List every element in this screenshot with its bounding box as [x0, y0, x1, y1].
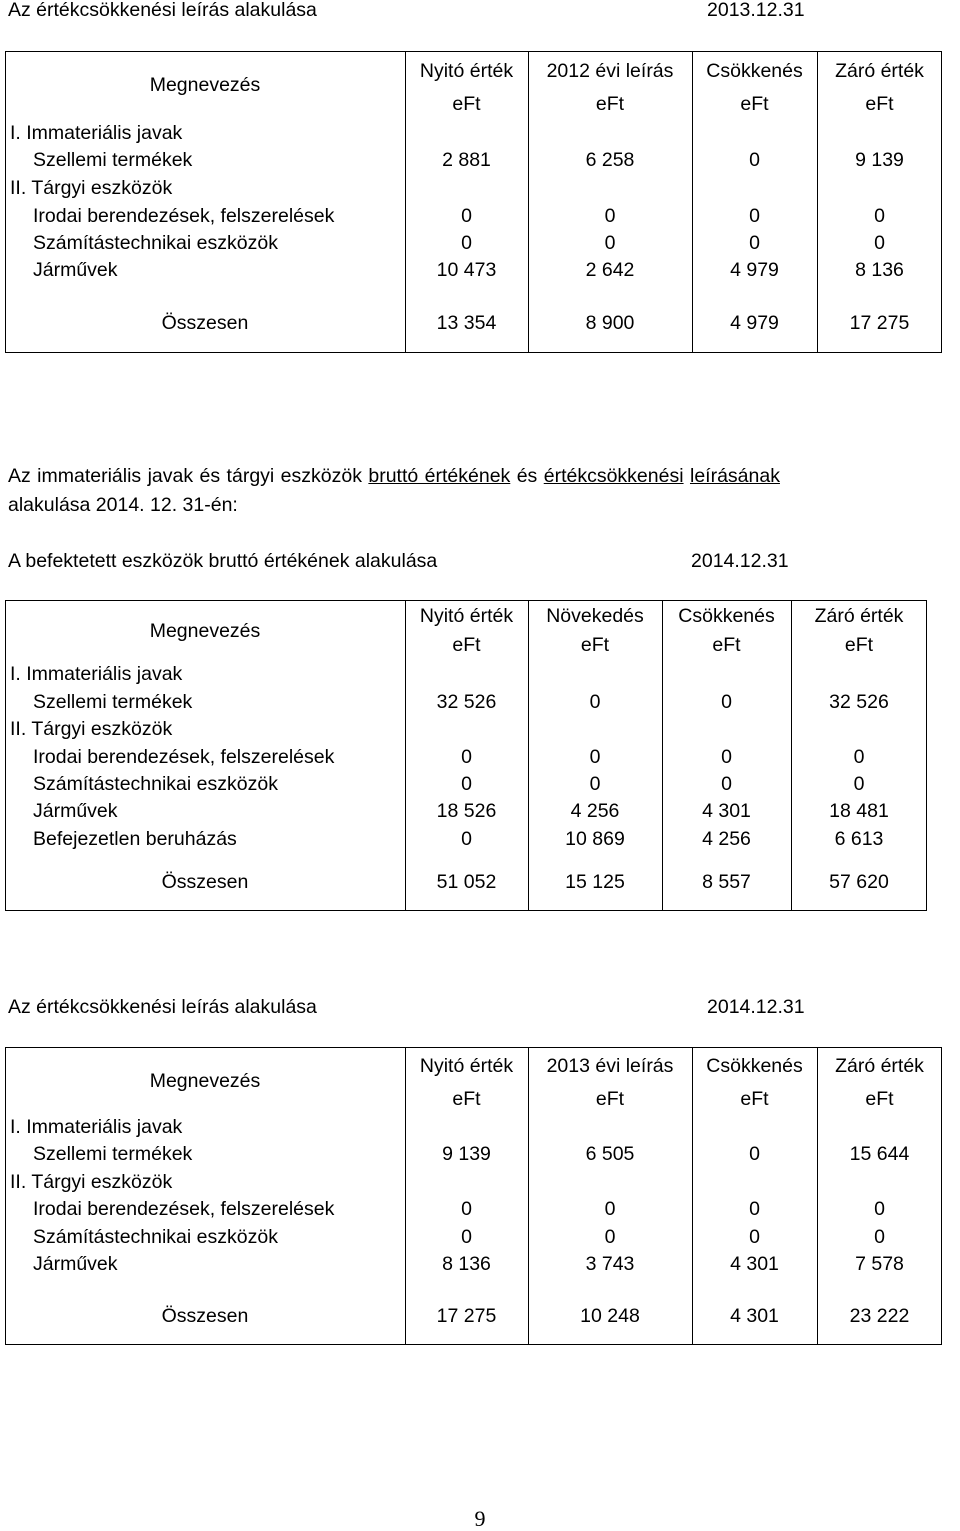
section2-cell: 18 526: [436, 800, 497, 822]
section3-header-col2: 2013 évi leírás: [546, 1055, 674, 1077]
section1-row-label: Járművek: [33, 259, 118, 281]
section3-total-cell: 17 275: [436, 1305, 497, 1327]
section2-cell: 32 526: [829, 691, 889, 713]
section3-group-intangible: I. Immateriális javak: [10, 1116, 183, 1138]
section1-cell: 10 473: [436, 259, 497, 281]
section2-header-col2: Növekedés: [546, 605, 644, 627]
paragraph-line-1: [8, 467, 780, 487]
section2-title: A befektetett eszközök bruttó értékének alakulása: [8, 550, 438, 572]
section2-header-name: Megnevezés: [149, 620, 261, 642]
section1-date: 2013.12.31: [707, 0, 805, 21]
section2-cell: 18 481: [829, 800, 889, 822]
section2-cell: 0: [461, 746, 472, 768]
section2-cell: 4 256: [702, 828, 751, 850]
section1-header-col4: Záró érték: [835, 60, 924, 82]
section3-cell: 3 743: [585, 1253, 635, 1275]
paragraph-underlined-text: leírásának: [689, 465, 780, 487]
section2-cell: 6 613: [834, 828, 884, 850]
section2-header-col1: Nyitó érték: [419, 605, 514, 627]
section1-group-tangible: II. Tárgyi eszközök: [10, 177, 173, 199]
section3-row-label: Szellemi termékek: [33, 1143, 193, 1165]
section1-cell: 4 979: [730, 259, 779, 281]
section3-cell: 8 136: [442, 1253, 491, 1275]
section3-cell: 0: [604, 1198, 616, 1220]
section1-row-label: Irodai berendezések, felszerelések: [33, 205, 335, 227]
section1-group-intangible: I. Immateriális javak: [10, 122, 183, 144]
page-number: 9: [474, 1506, 486, 1531]
paragraph-text: és: [510, 465, 544, 487]
section1-total-cell: 17 275: [849, 312, 910, 334]
section1-cell: 0: [604, 205, 616, 227]
section2-row-label: Irodai berendezések, felszerelések: [33, 746, 335, 768]
section2-total-cell: 8 557: [702, 871, 751, 893]
paragraph-line-2: alakulása 2014. 12. 31-én:: [8, 494, 238, 516]
section1-unit-col2: eFt: [595, 93, 625, 115]
section1-row-label: Szellemi termékek: [33, 149, 193, 171]
section1-cell: 0: [874, 205, 885, 227]
section2-row-label: Szellemi termékek: [33, 691, 193, 713]
section3-cell: 6 505: [585, 1143, 635, 1165]
section2-header-col4: Záró érték: [814, 605, 904, 627]
section1-header-name: Megnevezés: [149, 74, 261, 96]
section2-group-tangible: II. Tárgyi eszközök: [10, 718, 173, 740]
section2-cell: 0: [589, 746, 601, 768]
section3-cell: 7 578: [855, 1253, 904, 1275]
section1-total-cell: 4 979: [730, 312, 779, 334]
section1-cell: 0: [604, 232, 616, 254]
section1-cell: 0: [461, 232, 472, 254]
section3-cell: 0: [874, 1198, 885, 1220]
section3-cell: 0: [874, 1226, 885, 1248]
section3-row-label: Járművek: [33, 1253, 118, 1275]
section3-title: Az értékcsökkenési leírás alakulása: [8, 996, 317, 1018]
section2-unit-col3: eFt: [712, 634, 741, 656]
section1-header-col2: 2012 évi leírás: [546, 60, 674, 82]
section2-row-label: Befejezetlen beruházás: [33, 828, 237, 850]
section2-cell: 4 256: [570, 800, 620, 822]
section3-header-col4: Záró érték: [835, 1055, 924, 1077]
section2-cell: 0: [721, 691, 732, 713]
section2-cell: 0: [589, 691, 601, 713]
section3-total-cell: 23 222: [849, 1305, 910, 1327]
section2-group-intangible: I. Immateriális javak: [10, 663, 183, 685]
section2-cell: 10 869: [565, 828, 625, 850]
section3-cell: 0: [749, 1198, 760, 1220]
section2-cell: 0: [721, 773, 732, 795]
section3-cell: 9 139: [442, 1143, 491, 1165]
section3-total-cell: 10 248: [580, 1305, 640, 1327]
section3-total-cell: 4 301: [730, 1305, 779, 1327]
section3-cell: 0: [461, 1226, 472, 1248]
section2-cell: 0: [461, 773, 472, 795]
section1-unit-col3: eFt: [740, 93, 769, 115]
section3-date: 2014.12.31: [707, 996, 805, 1018]
section1-cell: 8 136: [855, 259, 904, 281]
section1-cell: 0: [749, 232, 760, 254]
section2-unit-col4: eFt: [844, 634, 874, 656]
section1-cell: 0: [749, 149, 760, 171]
section2-unit-col2: eFt: [580, 634, 610, 656]
section2-total-cell: 15 125: [565, 871, 625, 893]
section3-header-col3: Csökkenés: [706, 1055, 803, 1077]
section3-cell: 15 644: [849, 1143, 910, 1165]
section3-row-label: Irodai berendezések, felszerelések: [33, 1198, 335, 1220]
section2-header-col3: Csökkenés: [678, 605, 775, 627]
section1-unit-col4: eFt: [865, 93, 894, 115]
section2-cell: 32 526: [436, 691, 497, 713]
section3-cell: 0: [749, 1143, 760, 1165]
section1-cell: 9 139: [855, 149, 904, 171]
paragraph-underlined-text: értékcsökkenési: [543, 465, 684, 487]
section2-cell: 0: [461, 828, 472, 850]
section1-cell: 0: [461, 205, 472, 227]
paragraph-text: Az immateriális javak és tárgyi eszközök: [8, 465, 369, 487]
section1-title: Az értékcsökkenési leírás alakulása: [8, 0, 317, 21]
section3-total-label: Összesen: [161, 1305, 249, 1327]
section3-row-label: Számítástechnikai eszközök: [33, 1226, 278, 1248]
section3-group-tangible: II. Tárgyi eszközök: [10, 1171, 173, 1193]
section1-cell: 0: [874, 232, 885, 254]
section3-unit-col2: eFt: [595, 1088, 625, 1110]
section2-cell: 4 301: [702, 800, 751, 822]
section2-unit-col1: eFt: [452, 634, 481, 656]
section2-cell: 0: [853, 773, 865, 795]
section2-total-cell: 51 052: [436, 871, 497, 893]
section2-row-label: Járművek: [33, 800, 118, 822]
section1-cell: 2 642: [585, 259, 635, 281]
section3-unit-col4: eFt: [865, 1088, 894, 1110]
section3-unit-col3: eFt: [740, 1088, 769, 1110]
section1-total-cell: 8 900: [585, 312, 635, 334]
paragraph-underlined-text: bruttó értékének: [368, 465, 511, 487]
section2-row-label: Számítástechnikai eszközök: [33, 773, 278, 795]
section3-cell: 0: [604, 1226, 616, 1248]
section3-header-col1: Nyitó érték: [419, 1055, 514, 1077]
section1-unit-col1: eFt: [452, 93, 481, 115]
section3-cell: 0: [749, 1226, 760, 1248]
section1-total-label: Összesen: [161, 312, 249, 334]
section2-total-label: Összesen: [161, 871, 249, 893]
section1-header-col1: Nyitó érték: [419, 60, 514, 82]
section2-cell: 0: [853, 746, 865, 768]
section2-cell: 0: [589, 773, 601, 795]
section1-cell: 0: [749, 205, 760, 227]
section3-cell: 4 301: [730, 1253, 779, 1275]
section2-cell: 0: [721, 746, 732, 768]
section2-date: 2014.12.31: [691, 550, 789, 572]
section1-header-col3: Csökkenés: [706, 60, 803, 82]
section3-unit-col1: eFt: [452, 1088, 481, 1110]
section1-cell: 2 881: [442, 149, 491, 171]
section2-total-cell: 57 620: [829, 871, 889, 893]
section3-cell: 0: [461, 1198, 472, 1220]
section3-header-name: Megnevezés: [149, 1070, 261, 1092]
section1-cell: 6 258: [585, 149, 635, 171]
section1-total-cell: 13 354: [436, 312, 497, 334]
section1-row-label: Számítástechnikai eszközök: [33, 232, 278, 254]
